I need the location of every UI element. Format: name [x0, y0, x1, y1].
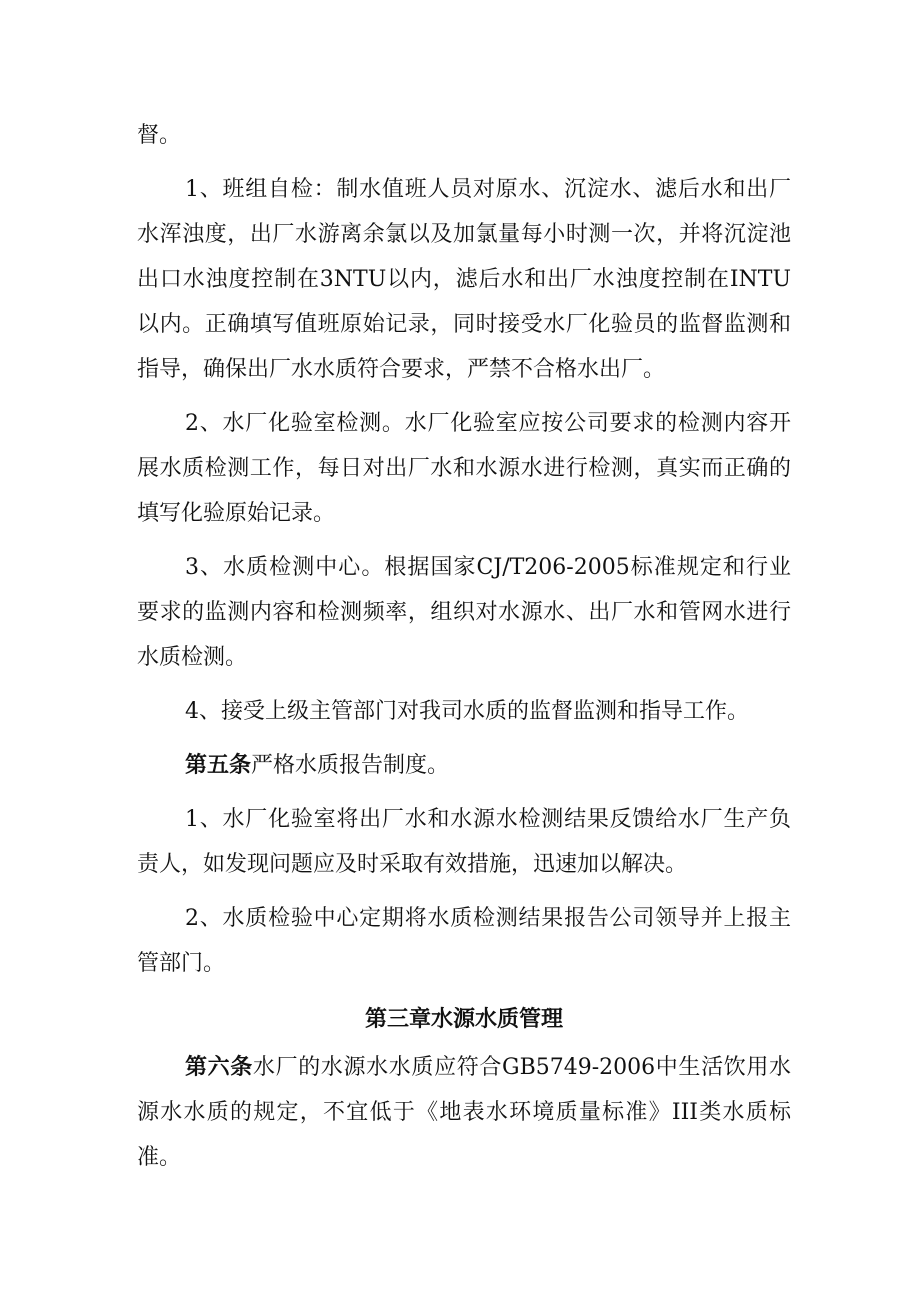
paragraph-lab-testing: 2、水厂化验室检测。水厂化验室应按公司要求的检测内容开展水质检测工作，每日对出厂水和水源水进行检测，真实而正确的填写化验原始记录。 — [137, 411, 791, 526]
article-6-paragraph — [137, 1045, 791, 1180]
article-6-label: 第六条 — [185, 1054, 253, 1080]
chapter-3-title: 第三章水源水质管理 — [364, 1006, 563, 1032]
paragraph-report-feedback: 1、水厂化验室将出厂水和水源水检测结果反馈给水厂生产负责人，如发现问题应及时采取有效措施，迅速加以解决。 — [137, 807, 791, 877]
continuation-text: 督。 — [137, 123, 182, 148]
article-5-label: 第五条 — [185, 752, 252, 778]
paragraph-report-submit: 2、水质检验中心定期将水质检测结果报告公司领导并上报主管部门。 — [137, 906, 791, 976]
article-6-text: 水厂的水源水水质应符合GB5749-2006中生活饮用水源水水质的规定，不宜低于《地表水环境质量标准》III类水质标准。 — [137, 1055, 791, 1170]
article-5-text: 严格水质报告制度。 — [251, 753, 450, 778]
paragraph-testing-center: 3、水质检测中心。根据国家CJ/T206-2005标准规定和行业要求的监测内容和检测频率，组织对水源水、出厂水和管网水进行水质检测。 — [137, 555, 791, 670]
article-5-heading — [137, 743, 791, 788]
section-lower — [137, 1045, 791, 1180]
section-upper — [137, 113, 791, 986]
paragraph-team-self-check: 1、班组自检：制水值班人员对原水、沉淀水、滤后水和出厂水浑浊度，出厂水游离余氯以及加氯量每小时测一次，并将沉淀池出口水浊度控制在3NTU以内，滤后水和出厂水浊度控制在INTU以内。正确填写值班原始记录，同时接受水厂化验员的监督监测和指导，确保出厂水水质符合要求，严禁不合格水出厂。 — [137, 177, 791, 382]
paragraph-supervision: 4、接受上级主管部门对我司水质的监督监测和指导工作。 — [185, 699, 749, 724]
